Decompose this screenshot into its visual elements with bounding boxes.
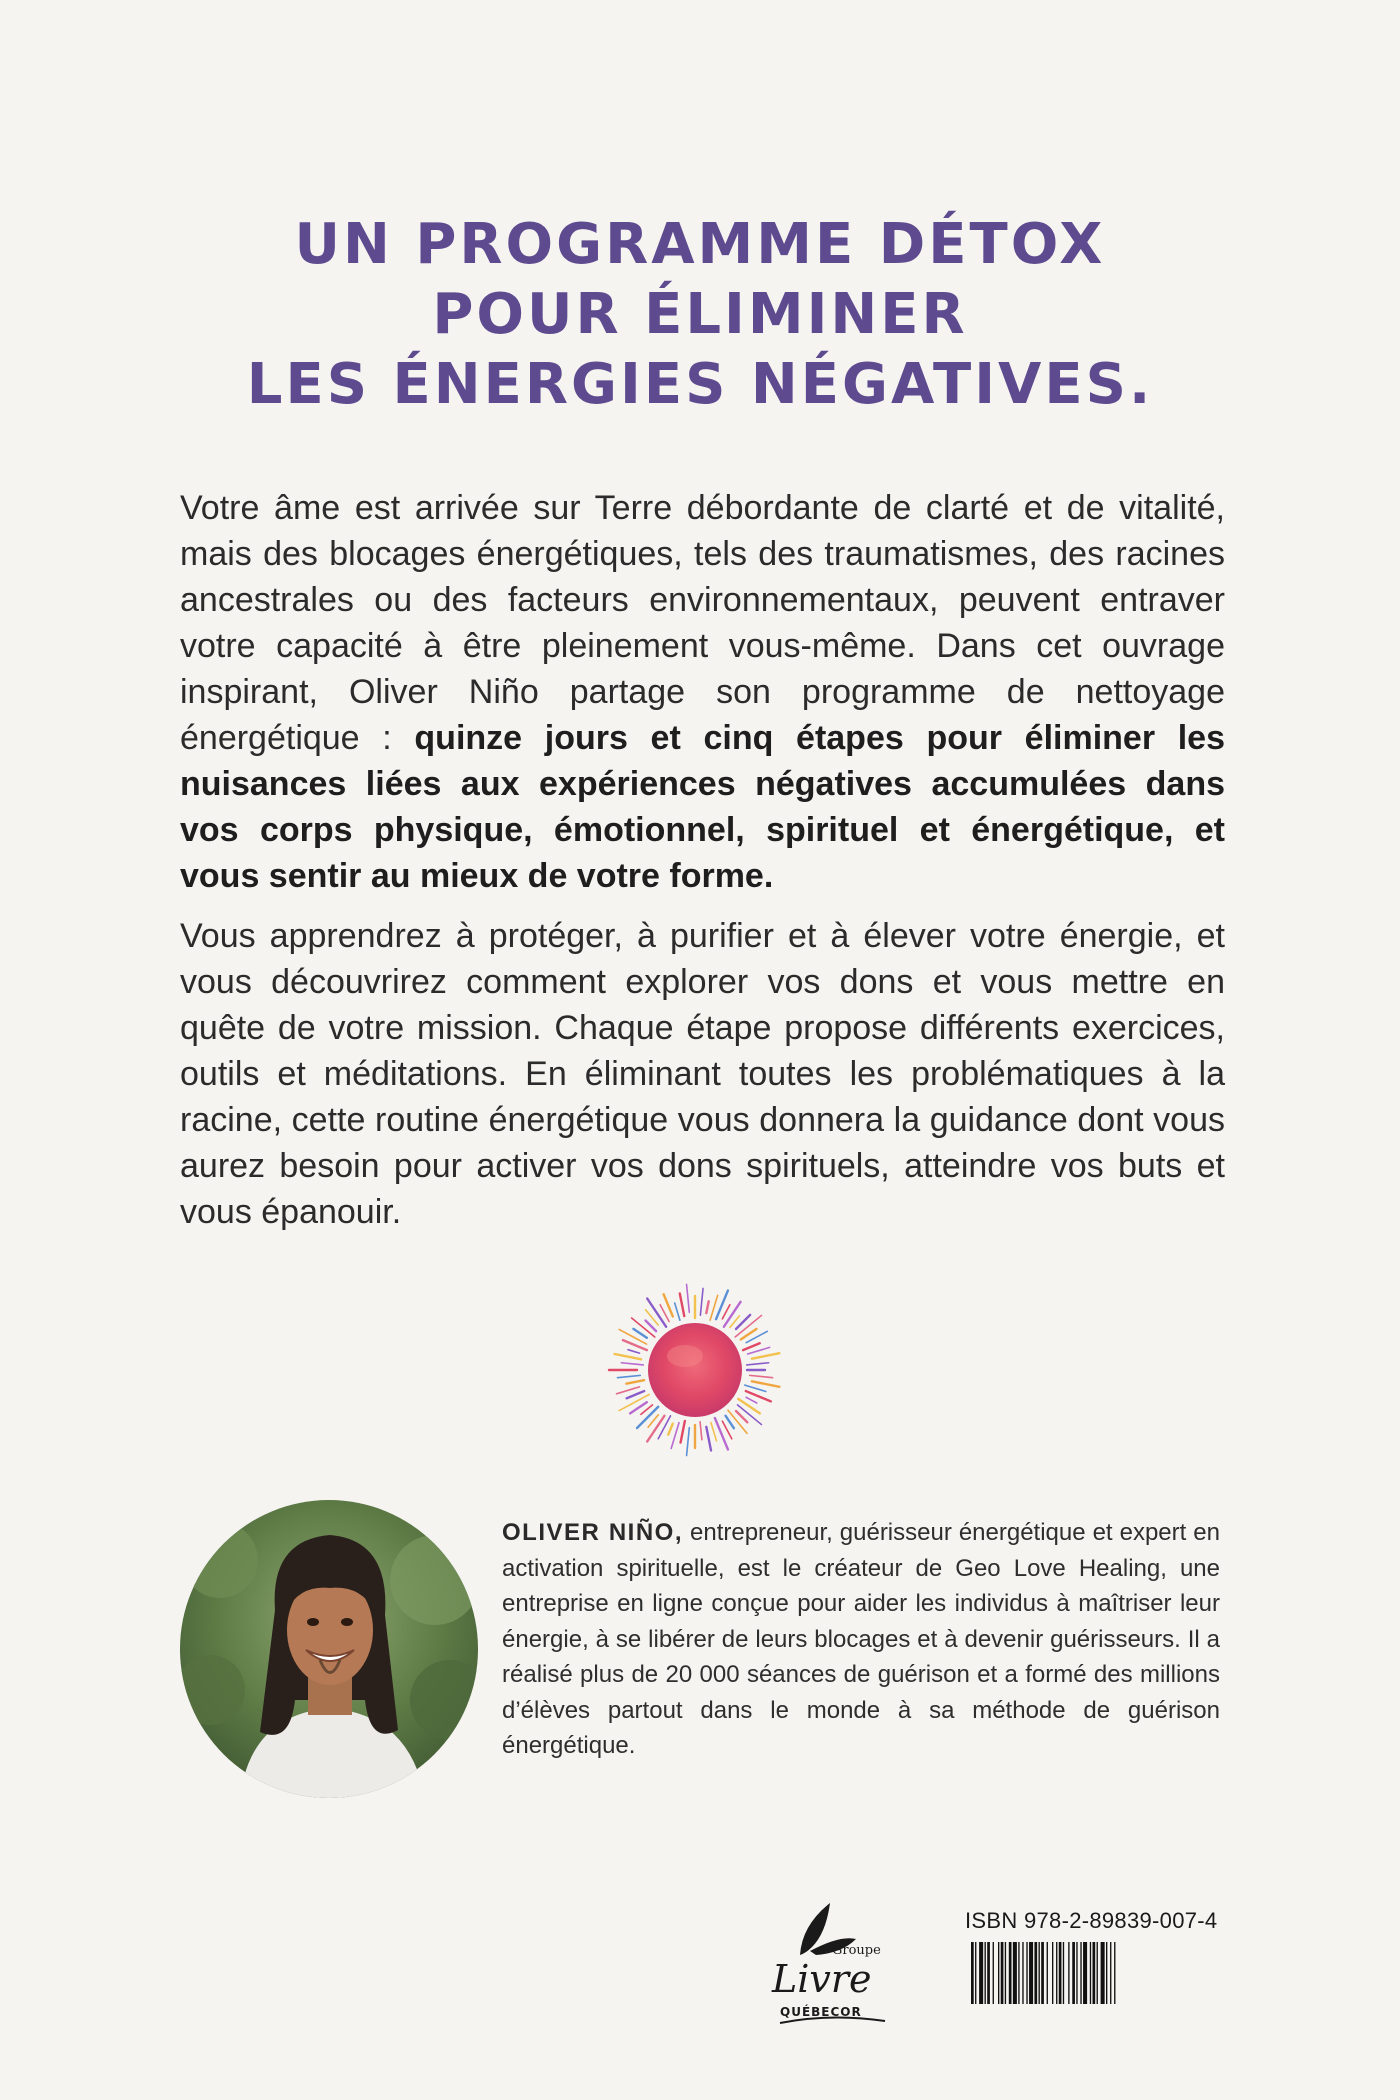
barcode-bar bbox=[1076, 1942, 1077, 2004]
sun-ray bbox=[722, 1305, 730, 1319]
barcode-bar bbox=[1101, 1942, 1105, 2004]
sun-ray bbox=[743, 1343, 760, 1350]
sun-ray bbox=[750, 1375, 773, 1377]
barcode-bar bbox=[1022, 1942, 1023, 2004]
sun-ray bbox=[628, 1350, 639, 1353]
sun-ray bbox=[617, 1375, 640, 1377]
barcode-bar bbox=[1034, 1942, 1037, 2004]
sun-ray bbox=[700, 1288, 703, 1315]
barcode-bar bbox=[1063, 1942, 1064, 2004]
sun-ray bbox=[619, 1329, 646, 1344]
sun-ray bbox=[681, 1421, 685, 1443]
sun-ray bbox=[668, 1424, 673, 1435]
blurb-paragraph-2: Vous apprendrez à protéger, à purifier et à élever votre énergie, et vous découvrirez comment explorer vos dons et vous mettre en quête de votre mission. Chaque étape propose différents exercices, outils et méditations. En éliminant toutes les problématiques à la racine, cette routine énergétique vous donnera la guidance dont vous aurez besoin pour activer vos dons spirituels, atteindre vos buts et vous épanouir. bbox=[180, 917, 1225, 1231]
barcode-bar bbox=[1041, 1942, 1044, 2004]
sun-ray bbox=[715, 1418, 728, 1449]
barcode-bar bbox=[1068, 1942, 1069, 2004]
sun-disc bbox=[648, 1323, 742, 1417]
sun-ray bbox=[646, 1321, 657, 1332]
sun-ray bbox=[617, 1387, 640, 1394]
barcode-bar bbox=[1026, 1942, 1027, 2004]
sun-ray bbox=[752, 1381, 779, 1386]
barcode-bar bbox=[1083, 1942, 1087, 2004]
author-name: OLIVER NIÑO, bbox=[502, 1519, 684, 1546]
sun-ray bbox=[637, 1407, 658, 1428]
barcode-bar bbox=[1110, 1942, 1111, 2004]
sun-ray bbox=[627, 1391, 645, 1398]
barcode-bar bbox=[985, 1942, 986, 2004]
sun-ray bbox=[748, 1347, 770, 1354]
sun-ray bbox=[680, 1293, 684, 1316]
barcode-bar bbox=[1072, 1942, 1075, 2004]
blurb-paragraph-1 bbox=[180, 485, 1225, 899]
sun-ray bbox=[687, 1428, 690, 1456]
barcode-bar bbox=[1090, 1942, 1091, 2004]
barcode-bar bbox=[975, 1942, 976, 2004]
headline-line-3: LES ÉNERGIES NÉGATIVES. bbox=[246, 352, 1154, 417]
sun-ray bbox=[706, 1301, 708, 1313]
barcode-bar bbox=[1013, 1942, 1017, 2004]
barcode-bar bbox=[1009, 1942, 1012, 2004]
sun-ray bbox=[621, 1363, 643, 1365]
barcode-bar bbox=[1097, 1942, 1098, 2004]
barcode-bar bbox=[1047, 1942, 1048, 2004]
barcode-bar bbox=[1106, 1942, 1107, 2004]
barcode-bar bbox=[1039, 1942, 1040, 2004]
barcode-bar bbox=[1080, 1942, 1081, 2004]
sun-ray bbox=[736, 1411, 747, 1422]
sun-ray bbox=[746, 1397, 757, 1403]
sun-ray bbox=[747, 1363, 769, 1365]
barcode-bar bbox=[1059, 1942, 1062, 2004]
headline-line-2: POUR ÉLIMINER bbox=[432, 282, 968, 347]
barcode-bar bbox=[1001, 1942, 1004, 2004]
sun-ray bbox=[675, 1303, 680, 1320]
publisher-livre: Livre bbox=[772, 1957, 872, 2001]
barcode-bar bbox=[971, 1942, 974, 2004]
author-bio bbox=[502, 1515, 1220, 1764]
barcode-bar bbox=[979, 1942, 983, 2004]
barcode-bar bbox=[993, 1942, 994, 2004]
sun-ray bbox=[706, 1427, 711, 1451]
barcode-bar bbox=[1056, 1942, 1057, 2004]
sun-ray bbox=[687, 1284, 690, 1312]
barcode-bar bbox=[1005, 1942, 1006, 2004]
blurb-intro-text: Votre âme est arrivée sur Terre débordante de clarté et de vitalité, mais des blocages énergétiques, tels des traumatismes, des racines ancestrales ou des facteurs environnementaux, peuvent entraver votre capacité à être pleinement vous-même. Dans cet ouvrage inspirant, Oliver Niño partage son programme de nettoyage énergétique : bbox=[180, 489, 1225, 757]
author-bio-text: entrepreneur, guérisseur énergétique et expert en activation spirituelle, est le créateur de Geo Love Healing, une entreprise en ligne conçue pour aider les individus à maîtriser leur énergie, à se libérer de leurs blocages et à devenir guérisseurs. Il a réalisé plus de 20 000 séances de guérison et a formé des millions d’élèves partout dans le monde à sa méthode de guérison énergétique. bbox=[502, 1519, 1220, 1759]
barcode-bar bbox=[1052, 1942, 1053, 2004]
headline-line-1: UN PROGRAMME DÉTOX bbox=[294, 212, 1106, 277]
blurb bbox=[180, 485, 1225, 1249]
sun-ray bbox=[633, 1329, 646, 1338]
sun-ray bbox=[726, 1416, 734, 1428]
sun-ray bbox=[700, 1422, 702, 1440]
blurb-bold-text: quinze jours et cinq étapes pour éliminer les nuisances liées aux expériences négatives accumulées dans vos corps physique, émotionnel, spirituel et énergétique, et vous sentir au mieux de votre forme. bbox=[180, 719, 1225, 895]
barcode-bar bbox=[1018, 1942, 1019, 2004]
isbn-block bbox=[965, 1908, 1218, 2018]
sun-ray bbox=[738, 1399, 760, 1413]
publisher-quebecor: QUÉBECOR bbox=[780, 2005, 862, 2019]
sun-ray bbox=[711, 1423, 717, 1441]
sun-ray bbox=[752, 1353, 779, 1358]
headline bbox=[0, 210, 1400, 420]
publisher-logo bbox=[760, 1895, 895, 2035]
barcode-icon bbox=[969, 1942, 1209, 2004]
publisher-groupe: Groupe bbox=[832, 1943, 881, 1958]
sun-highlight bbox=[667, 1345, 703, 1367]
barcode-bar bbox=[1093, 1942, 1096, 2004]
barcode-bar bbox=[1029, 1942, 1033, 2004]
sun-ray bbox=[647, 1416, 664, 1442]
sun-ray bbox=[615, 1354, 641, 1359]
barcode-bar bbox=[998, 1942, 999, 2004]
author-portrait-image bbox=[180, 1500, 478, 1798]
sun-ray bbox=[724, 1302, 741, 1327]
sun-ray bbox=[626, 1380, 644, 1384]
isbn-number: ISBN 978-2-89839-007-4 bbox=[965, 1908, 1218, 1933]
barcode-bar bbox=[987, 1942, 990, 2004]
sun-emblem-icon bbox=[605, 1280, 785, 1460]
sun-ray bbox=[745, 1385, 766, 1391]
barcode-bar bbox=[1114, 1942, 1115, 2004]
author-photo bbox=[180, 1500, 478, 1798]
